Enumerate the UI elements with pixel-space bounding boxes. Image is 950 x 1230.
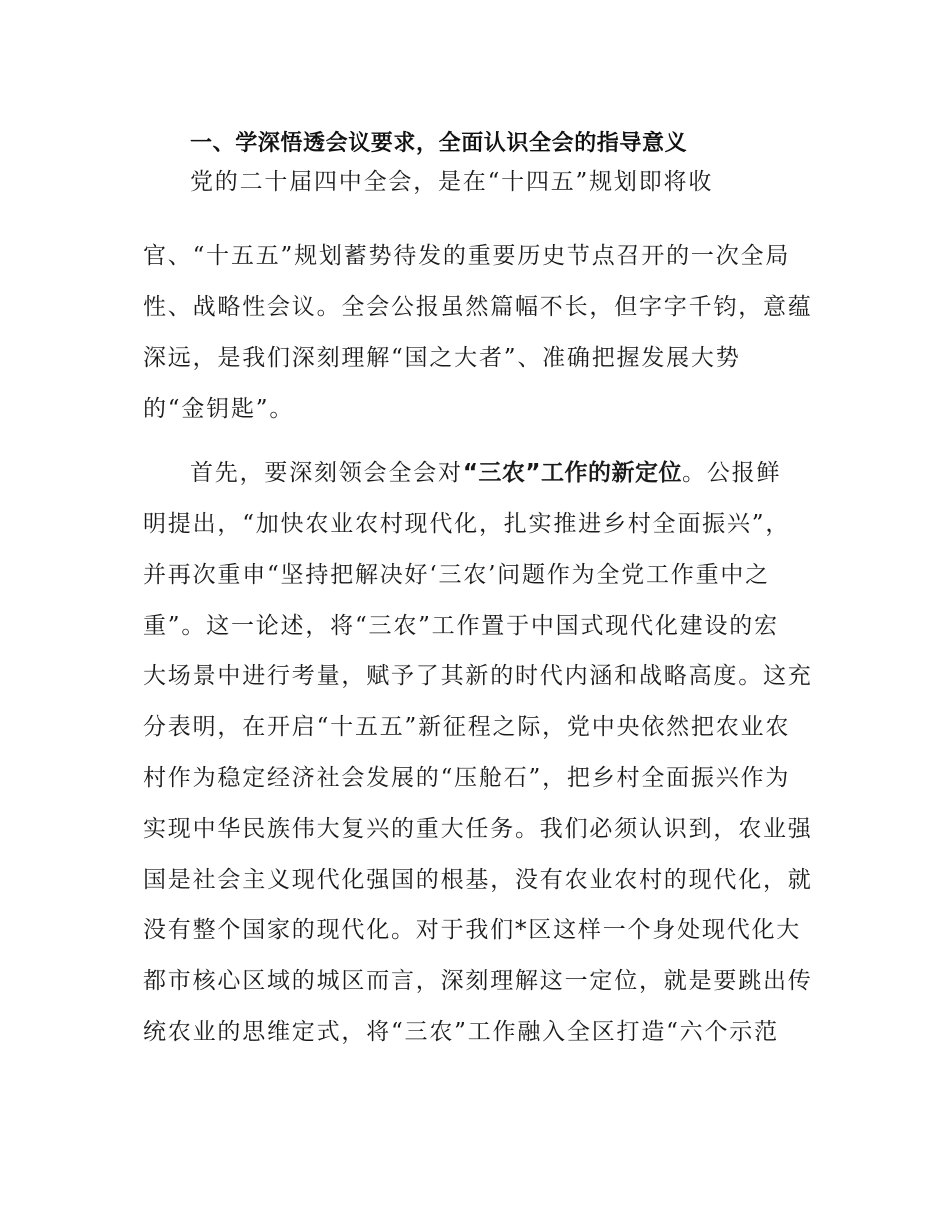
paragraph2-line-9: 国是社会主义现代化强国的根基，没有农业农村的现代化，就: [143, 867, 813, 893]
paragraph2-line-6: 分表明，在开启“十五五”新征程之际，党中央依然把农业农: [143, 714, 791, 740]
paragraph2-line-4: 重”。这一论述，将“三农”工作置于中国式现代化建设的宏: [143, 613, 779, 639]
paragraph2-line-1: [190, 459, 870, 487]
paragraph1-line-2: 官、“十五五”规划蓄势待发的重要历史节点召开的一次全局: [143, 243, 791, 269]
paragraph1-line-4: 深远，是我们深刻理解“国之大者”、准确把握发展大势: [143, 345, 741, 371]
paragraph2-line-2: 明提出，“加快农业农村现代化，扎实推进乡村全面振兴”，: [143, 511, 791, 537]
paragraph1-line-1: 党的二十届四中全会，是在“十四五”规划即将收: [190, 169, 714, 195]
paragraph2-line-12: 统农业的思维定式，将“三农”工作融入全区打造“六个示范: [143, 1019, 779, 1045]
paragraph2-line-3: 并再次重申“坚持把解决好‘三农’问题作为全党工作重中之: [143, 562, 770, 588]
paragraph2-line-8: 实现中华民族伟大复兴的重大任务。我们必须认识到，农业强: [143, 816, 813, 842]
paragraph1-line-5: 的“金钥匙”。: [143, 396, 295, 422]
section-heading: 一、学深悟透会议要求，全面认识全会的指导意义: [190, 131, 688, 156]
paragraph2-emphasis: “三农”工作的新定位: [462, 460, 683, 486]
paragraph2-line-10: 没有整个国家的现代化。对于我们*区这样一个身处现代化大: [143, 917, 802, 943]
paragraph2-line-11: 都市核心区域的城区而言，深刻理解这一定位，就是要跳出传: [143, 968, 813, 994]
paragraph2-line-1-suffix: 。公报鲜: [682, 460, 782, 486]
paragraph1-line-3: 性、战略性会议。全会公报虽然篇幅不长，但字字千钧，意蕴: [143, 294, 813, 320]
paragraph2-line-1-prefix: 首先，要深刻领会全会对: [190, 460, 463, 486]
paragraph2-line-5: 大场景中进行考量，赋予了其新的时代内涵和战略高度。这充: [143, 663, 813, 689]
paragraph2-line-7: 村作为稳定经济社会发展的“压舱石”，把乡村全面振兴作为: [143, 765, 791, 791]
